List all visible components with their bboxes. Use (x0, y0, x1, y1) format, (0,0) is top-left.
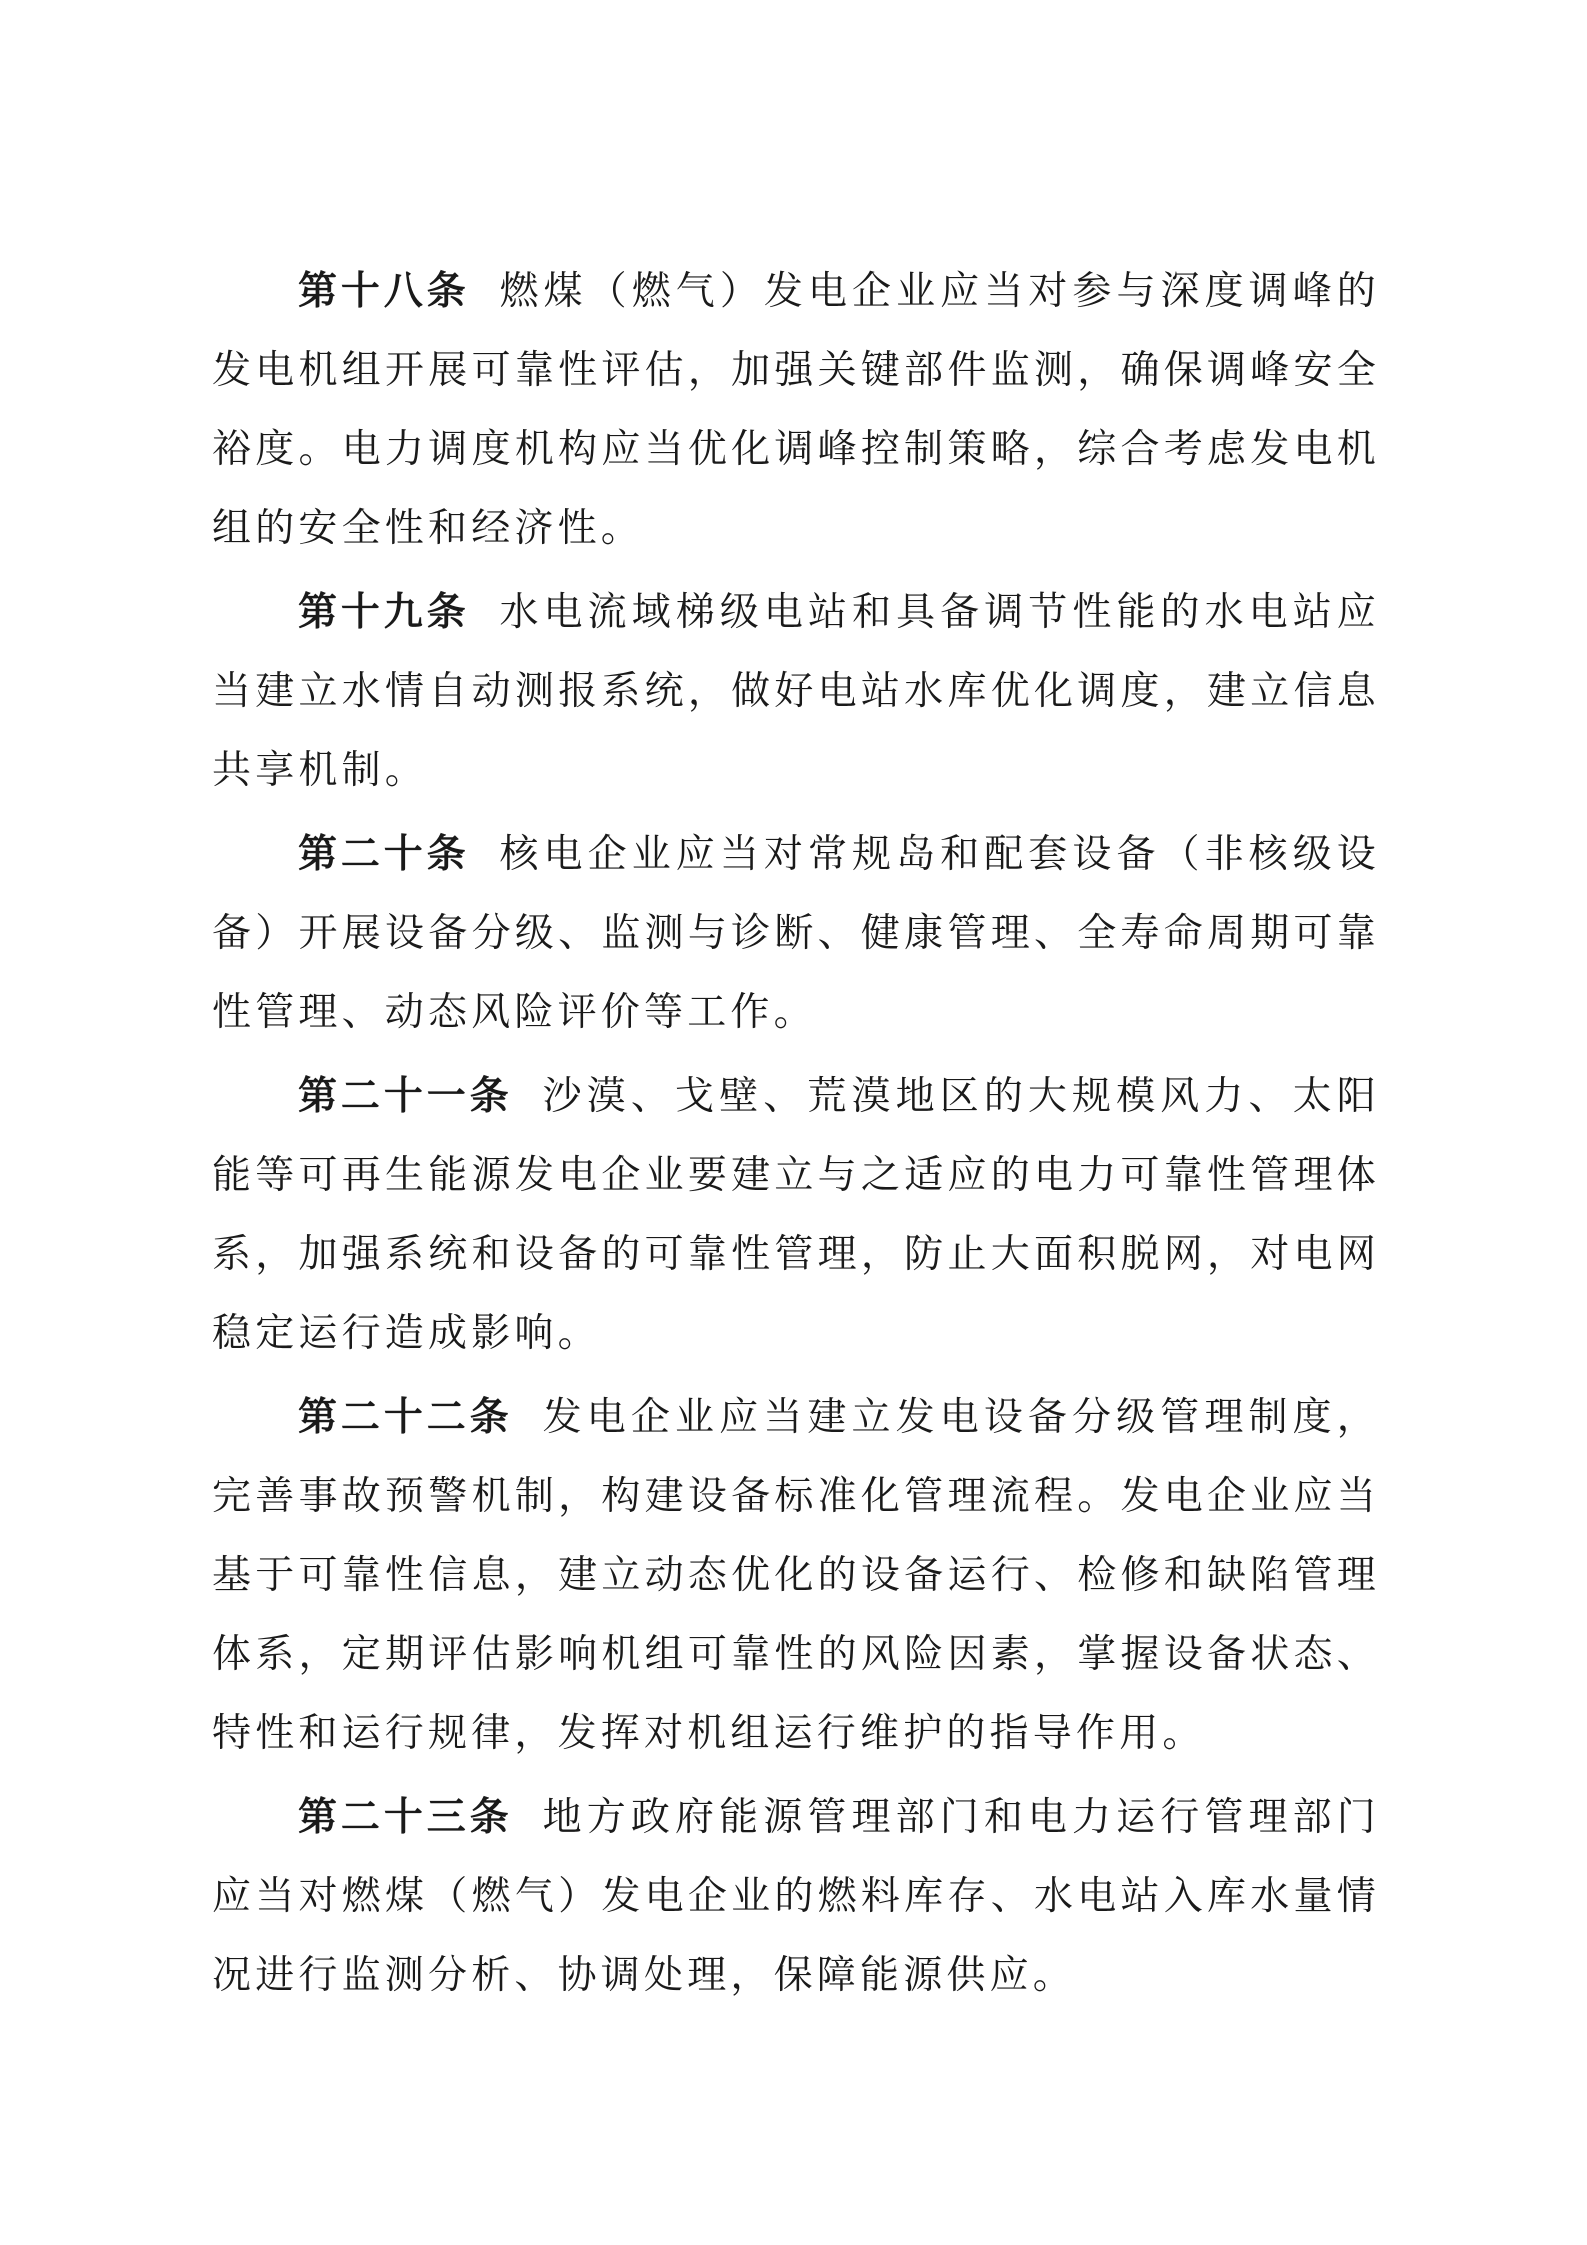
article-number: 第十九条 (298, 590, 470, 635)
article-number: 第二十条 (298, 832, 470, 877)
article-text: 沙漠、戈壁、荒漠地区的大规模风力、太阳能等可再生能源发电企业要建立与之适应的电力可靠性管理体系，加强系统和设备的可靠性管理，防止大面积脱网，对电网稳定运行造成影响。 (212, 1074, 1380, 1356)
article-text: 燃煤（燃气）发电企业应当对参与深度调峰的发电机组开展可靠性评估，加强关键部件监测，确保调峰安全裕度。电力调度机构应当优化调峰控制策略，综合考虑发电机组的安全性和经济性。 (212, 269, 1380, 551)
article-18 (212, 252, 1380, 568)
article-21 (212, 1057, 1380, 1373)
document-body (212, 252, 1380, 2020)
article-22 (212, 1378, 1380, 1773)
article-number: 第二十三条 (298, 1795, 513, 1840)
article-19 (212, 573, 1380, 810)
article-text: 核电企业应当对常规岛和配套设备（非核级设备）开展设备分级、监测与诊断、健康管理、全寿命周期可靠性管理、动态风险评价等工作。 (212, 832, 1380, 1035)
article-text: 发电企业应当建立发电设备分级管理制度，完善事故预警机制，构建设备标准化管理流程。发电企业应当基于可靠性信息，建立动态优化的设备运行、检修和缺陷管理体系，定期评估影响机组可靠性的风险因素，掌握设备状态、特性和运行规律，发挥对机组运行维护的指导作用。 (212, 1395, 1380, 1756)
article-number: 第十八条 (298, 269, 470, 314)
article-23 (212, 1778, 1380, 2015)
article-number: 第二十一条 (298, 1074, 513, 1119)
article-number: 第二十二条 (298, 1395, 513, 1440)
article-text: 地方政府能源管理部门和电力运行管理部门应当对燃煤（燃气）发电企业的燃料库存、水电站入库水量情况进行监测分析、协调处理，保障能源供应。 (212, 1795, 1380, 1998)
article-20 (212, 815, 1380, 1052)
article-text: 水电流域梯级电站和具备调节性能的水电站应当建立水情自动测报系统，做好电站水库优化调度，建立信息共享机制。 (212, 590, 1380, 793)
